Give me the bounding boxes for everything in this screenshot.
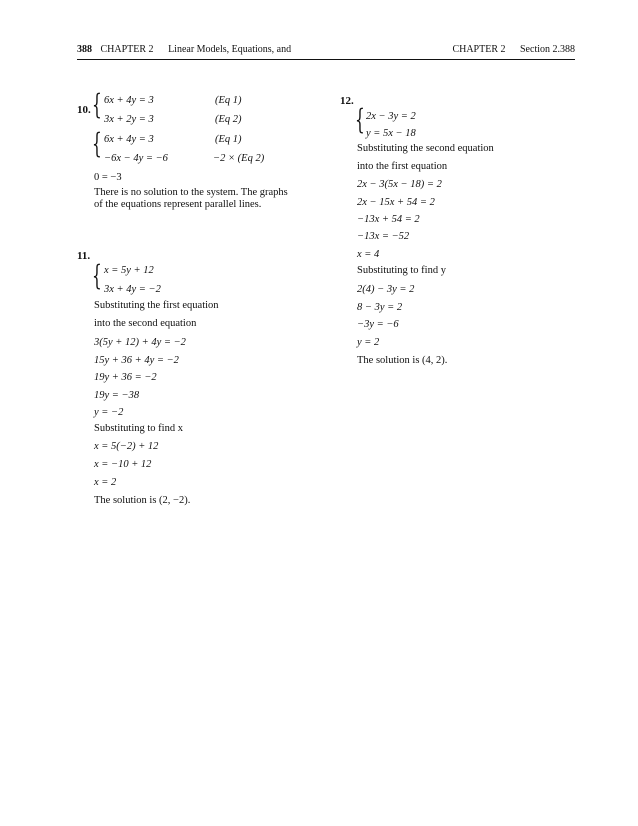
step-equation: y = −2: [94, 407, 124, 418]
page-number: 388: [77, 44, 92, 55]
step-equation: 15y + 36 + 4y = −2: [94, 355, 179, 366]
equation-tag: (Eq 1): [215, 95, 242, 106]
step-equation: 19y + 36 = −2: [94, 372, 157, 383]
equation: x = 5y + 12: [104, 265, 154, 276]
step-equation: 2x − 3(5x − 18) = 2: [357, 179, 442, 190]
equation-tag: −2 × (Eq 2): [213, 153, 265, 164]
equation-tag: (Eq 1): [215, 134, 242, 145]
solution-text: The solution is (4, 2).: [357, 355, 448, 366]
step-text: Substituting the second equation: [357, 143, 494, 154]
equation: 6x + 4y = 3: [104, 95, 154, 106]
step-equation: −13x = −52: [357, 231, 410, 242]
step-text: into the second equation: [94, 318, 197, 329]
equation: 2x − 3y = 2: [366, 111, 416, 122]
chapter-label-right: CHAPTER 2: [452, 44, 506, 55]
explanation-text: There is no solution to the system. The graphs of the equations represent parallel lines.: [94, 187, 288, 210]
section-label: Section 2.388: [520, 44, 575, 55]
system-brace: {: [92, 127, 102, 160]
equation: y = 5x − 18: [366, 128, 416, 139]
header-right: [452, 44, 575, 56]
problem-number: 10.: [77, 104, 91, 116]
step-equation: 2(4) − 3y = 2: [357, 284, 415, 295]
equation: −6x − 4y = −6: [104, 153, 168, 164]
step-equation: 3(5y + 12) + 4y = −2: [94, 337, 186, 348]
step-equation: x = 5(−2) + 12: [94, 441, 159, 452]
step-equation: −3y = −6: [357, 319, 399, 330]
header-rule: [77, 59, 575, 60]
header-title: Linear Models, Equations, and: [168, 44, 292, 55]
problem-number: 11.: [77, 250, 91, 262]
step-equation: x = −10 + 12: [94, 459, 152, 470]
system-brace: {: [92, 88, 102, 121]
system-brace: {: [355, 103, 365, 136]
header-left: [77, 44, 291, 56]
equation: 6x + 4y = 3: [104, 134, 154, 145]
step-text: Substituting to find x: [94, 423, 183, 434]
equation: 3x + 2y = 3: [104, 114, 154, 125]
step-equation: 2x − 15x + 54 = 2: [357, 197, 435, 208]
equation-tag: (Eq 2): [215, 114, 242, 125]
step-equation: x = 4: [357, 249, 380, 260]
system-brace: {: [92, 259, 102, 292]
solution-text: The solution is (2, −2).: [94, 495, 191, 506]
step-equation: −13x + 54 = 2: [357, 214, 420, 225]
step-equation: y = 2: [357, 337, 380, 348]
step-equation: x = 2: [94, 477, 117, 488]
step-text: into the first equation: [357, 161, 448, 172]
equation: 3x + 4y = −2: [104, 284, 161, 295]
step-text: Substituting to find y: [357, 265, 446, 276]
chapter-label-left: CHAPTER 2: [100, 44, 154, 55]
step-equation: 8 − 3y = 2: [357, 302, 403, 313]
result-line: 0 = −3: [94, 172, 122, 183]
step-equation: 19y = −38: [94, 390, 140, 401]
step-text: Substituting the first equation: [94, 300, 219, 311]
problem-number: 12.: [340, 95, 354, 107]
